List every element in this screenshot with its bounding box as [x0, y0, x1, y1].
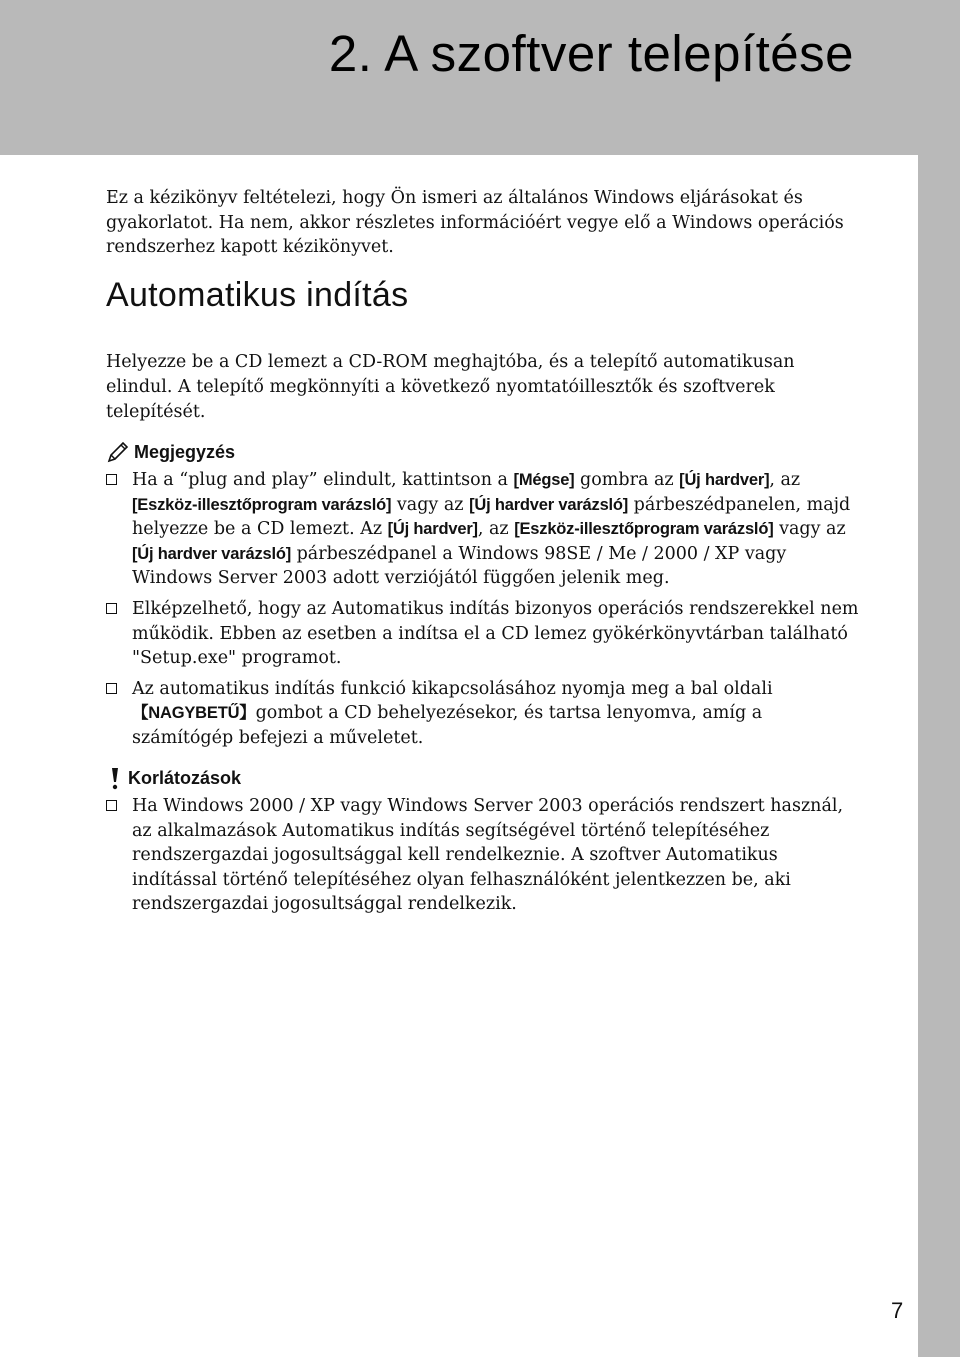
text-run: vagy az: [391, 494, 470, 515]
list-item: [106, 677, 866, 751]
checkbox-bullet-icon: [106, 683, 117, 694]
text-run: párbeszédpanel a Windows 98SE / Me / 2000 / XP vagy Windows Server 2003 adott verziójától függően jelenik meg.: [132, 543, 787, 589]
intro-paragraph: Ez a kézikönyv feltételezi, hogy Ön ismeri az általános Windows eljárásokat és gyakorlatot. Ha nem, akkor részletes információért vegye elő a Windows operációs rendszerhez kapott kézikönyvet.: [106, 188, 844, 257]
pencil-icon: [106, 440, 130, 464]
note-list: [106, 468, 866, 757]
intro-block: [106, 186, 866, 260]
section-body: [106, 350, 866, 425]
list-item: [106, 794, 866, 917]
section-paragraph: Helyezze be a CD lemezt a CD-ROM meghajtóba, és a telepítő automatikusan elindul. A telepítő megkönnyíti a következő nyomtatóillesztők és szoftverek telepítését.: [106, 352, 795, 422]
hardware-wizard-ref: [Új hardver varázsló]: [132, 544, 292, 563]
text-run: gombot a CD behelyezésekor, és tartsa lenyomva, amíg a számítógép befejezi a műveletet.: [132, 703, 763, 748]
limits-list: [106, 794, 866, 923]
new-hardware-ref: [Új hardver]: [387, 520, 478, 539]
text-run: Az automatikus indítás funkció kikapcsolásához nyomja meg a bal oldali: [132, 678, 773, 699]
section-heading: Automatikus indítás: [106, 276, 409, 314]
chapter-title: 2. A szoftver telepítése: [328, 25, 854, 82]
text-run: Elképzelhető, hogy az Automatikus indítás bizonyos operációs rendszerekkel nem működik. Ebben az esetben a indítsa el a CD lemez gyökérkönyvtárban található "Setup.exe" programot.: [132, 598, 859, 669]
page-number: 7: [891, 1298, 904, 1323]
text-run: Ha Windows 2000 / XP vagy Windows Server 2003 operációs rendszert használ, az alkalmazások Automatikus indítás segítségével történő telepítéséhez rendszergazdai jogosultsággal kell rendelkeznie. A szoftver Automatikus indítással történő telepítéséhez olyan felhasználóként jelentkezzen be, aki rendszergazdai jogosultsággal rendelkezik.: [132, 796, 844, 915]
text-run: gombra az: [574, 470, 680, 490]
cancel-button-ref: [Mégse]: [513, 471, 575, 489]
checkbox-bullet-icon: [106, 603, 117, 614]
text-run: , az: [477, 519, 515, 540]
caps-lock-key-ref: 【NAGYBETŰ】: [132, 704, 256, 723]
hardware-wizard-ref: [Új hardver varázsló]: [469, 495, 629, 514]
exclamation-icon: [106, 766, 124, 790]
driver-wizard-ref: [Eszköz-illesztőprogram varázsló]: [132, 495, 392, 514]
list-item: [106, 597, 866, 671]
list-item: [106, 468, 866, 591]
checkbox-bullet-icon: [106, 474, 117, 485]
text-run: Ha a “plug and play” elindult, kattintson a: [132, 470, 514, 490]
note-heading: [106, 440, 235, 464]
text-run: , az: [769, 470, 801, 490]
limits-heading-label: Korlátozások: [128, 767, 242, 788]
note-heading-label: Megjegyzés: [134, 441, 236, 462]
text-run: vagy az: [773, 519, 846, 540]
new-hardware-ref: [Új hardver]: [679, 471, 770, 489]
limits-heading: [106, 766, 241, 790]
text-run: párbeszédpanelen, majd helyezze be a CD lemezt. Az: [132, 494, 851, 540]
driver-wizard-ref: [Eszköz-illesztőprogram varázsló]: [514, 520, 774, 539]
checkbox-bullet-icon: [106, 800, 117, 811]
side-thumb-band: [918, 0, 960, 1357]
